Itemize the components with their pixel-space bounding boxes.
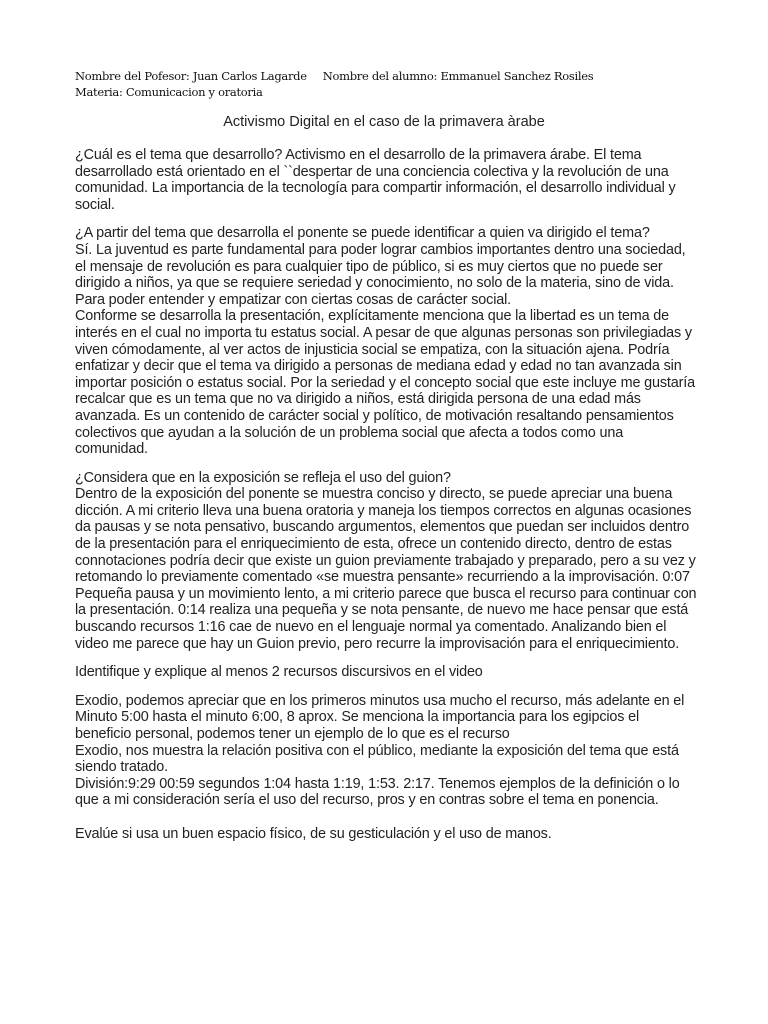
paragraph-topic: ¿Cuál es el tema que desarrollo? Activismo en el desarrollo de la primavera árabe. El tema desarrollado está orientado en el ``despertar de una conciencia colectiva y la revolución de una comunidad. La importancia de la tecnología para compartir información, el desarrollo individual y social. xyxy=(75,147,676,213)
professor-name: Nombre del Pofesor: Juan Carlos Lagarde xyxy=(75,69,307,83)
paragraph-audience-detail: Conforme se desarrolla la presentación, explícitamente menciona que la libertad es un tema de interés en el cual no importa tu estatus social. A pesar de que algunas personas son privilegiadas y viven cómodamente, al ver actos de injusticia social se empatiza, con la situación ajena. Podría enfatizar y decir que el tema va dirigido a personas de mediana edad y edad no tan avanzada sin importar posición o estatus social. Por la seriedad y el concepto social que este incluye me gustaría recalcar que es un tema que no va dirigido a niños, está dirigida persona de una edad más avanzada. Es un contenido de carácter social y político, de motivación resaltando pensamientos colectivos que ayudan a la solución de un problema social que afecta a todos como una comunidad. xyxy=(75,308,695,458)
paragraph-exodio-1: Exodio, podemos apreciar que en los primeros minutos usa mucho el recurso, más adelante en el Minuto 5:00 hasta el minuto 6:00, 8 aprox. Se menciona la importancia para los egipcios el beneficio personal, podemos tener un ejemplo de lo que es el recurso xyxy=(75,692,685,742)
question-resources: Identifique y explique al menos 2 recursos discursivos en el video xyxy=(75,664,483,681)
paragraph-script-answer: Dentro de la exposición del ponente se muestra conciso y directo, se puede apreciar una buena dicción. A mi criterio lleva una buena oratoria y maneja los tiempos correctos en algunas ocasiones da pausas y se nota pensativo, buscando argumentos, elementos que puedan ser incluidos dentro de la presentación para el enriquecimiento de esta, ofrece un contenido directo, dentro de estas connotaciones podría decir que existe un guion previamente trabajado y preparado, pero a su vez y retomando lo previamente comentado «se muestra pensante» recurriendo a la improvisación. 0:07 Pequeña pausa y un movimiento lento, a mi criterio parece que busca el recurso para continuar con la presentación. 0:14 realiza una pequeña y se nota pensante, de nuevo me hace pensar que está buscando recursos 1:16 cae de nuevo en el lenguaje normal ya comentado. Analizando bien el video me parece que hay un Guion previo, pero recurre la improvisación para el enriquecimiento. xyxy=(75,486,697,652)
document-title: Activismo Digital en el caso de la primavera àrabe xyxy=(223,114,545,130)
paragraph-exodio-2: Exodio, nos muestra la relación positiva con el público, mediante la exposición del tema que está siendo tratado. xyxy=(75,742,679,776)
question-script: ¿Considera que en la exposición se refleja el uso del guion? xyxy=(75,469,451,486)
document-body xyxy=(75,147,697,843)
header-names-row xyxy=(75,68,593,84)
document-header xyxy=(75,68,593,100)
question-audience: ¿A partir del tema que desarrolla el ponente se puede identificar a quien va dirigido el tema? xyxy=(75,225,650,242)
paragraph-division: División:9:29 00:59 segundos 1:04 hasta 1:19, 1:53. 2:17. Tenemos ejemplos de la definición o lo que a mi consideración sería el uso del recurso, pros y en contras sobre el tema en ponencia. xyxy=(75,775,680,809)
subject-line: Materia: Comunicacion y oratoria xyxy=(75,85,263,99)
paragraph-audience-answer: Sí. La juventud es parte fundamental para poder lograr cambios importantes dentro una sociedad, el mensaje de revolución es para cualquier tipo de público, si es muy ciertos que no puede ser dirigido a niños, ya que se requiere seriedad y conocimiento, no solo de la materia, sino de vida. Para poder entender y empatizar con ciertas cosas de carácter social. xyxy=(75,241,686,308)
student-name: Nombre del alumno: Emmanuel Sanchez Rosiles xyxy=(322,69,594,83)
question-space: Evalúe si usa un buen espacio físico, de su gesticulación y el uso de manos. xyxy=(75,825,552,842)
